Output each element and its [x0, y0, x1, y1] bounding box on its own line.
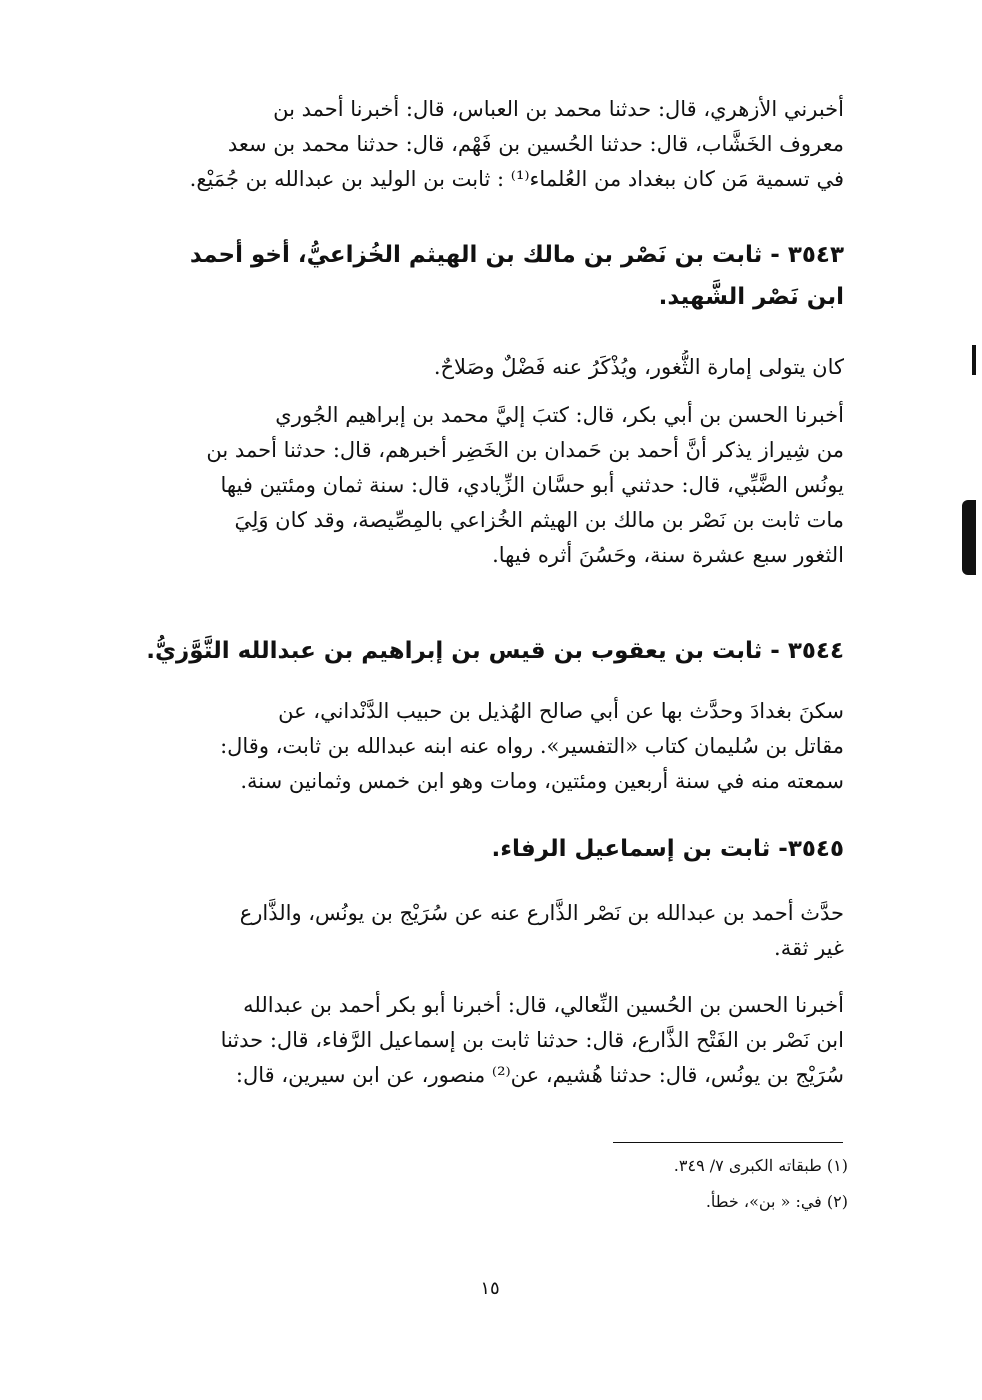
entry-heading-3544	[120, 630, 844, 672]
footnote: (١) طبقاته الكبرى ٧/ ٣٤٩.	[673, 1156, 848, 1175]
footnote: (٢) في: « بن»، خطأ.	[705, 1192, 848, 1211]
text-line: غير ثقة.	[774, 936, 844, 960]
text-line: ابن نَصْر بن الفَتْح الذَّارع، قال: حدثنا ثابت بن إسماعيل الرَّفاء، قال: حدثنا	[220, 1028, 844, 1052]
scan-edge-mark	[972, 345, 976, 375]
entry-heading-3543	[120, 234, 844, 318]
text-line: سُرَيْج بن يونُس، قال: حدثنا هُشيم، عن⁽²⁾ منصور، عن ابن سيرين، قال:	[235, 1063, 844, 1087]
heading-line: ٣٥٤٤ - ثابت بن يعقوب بن قيس بن إبراهيم بن عبدالله التَّوَّزيُّ.	[146, 638, 844, 664]
paragraph-6	[120, 988, 844, 1093]
text-line: سكنَ بغدادَ وحدَّث بها عن أبي صالح الهُذيل بن حبيب الدَّنْداني، عن	[278, 699, 844, 723]
text-line: مات ثابت بن نَصْر بن مالك بن الهيثم الخُزاعي بالمِصِّيصة، وقد كان وَلِيَ	[234, 508, 844, 532]
footnote-divider	[613, 1142, 843, 1143]
paragraph-1	[120, 92, 844, 197]
footnotes	[300, 1148, 848, 1220]
text-line: كان يتولى إمارة الثُّغور، ويُذْكَرُ عنه فَضْلٌ وصَلاحٌ.	[433, 355, 844, 379]
page-number: ١٥	[480, 1278, 500, 1299]
text-line: في تسمية مَن كان ببغداد من العُلماء⁽¹⁾ : ثابت بن الوليد بن عبدالله بن جُمَيْع.	[189, 167, 844, 191]
text-line: أخبرنا الحسن بن الحُسين النِّعالي، قال: أخبرنا أبو بكر أحمد بن عبدالله	[243, 993, 844, 1017]
paragraph-3	[120, 398, 844, 573]
heading-line: ابن نَصْر الشَّهيد.	[658, 284, 844, 310]
paragraph-5	[120, 896, 844, 966]
text-line: من شِيراز يذكر أنَّ أحمد بن حَمدان بن الخَضِر أخبرهم، قال: حدثنا أحمد بن	[206, 438, 844, 462]
text-line: يونُس الضَّبِّي، قال: حدثني أبو حسَّان الزِّيادي، قال: سنة ثمان ومئتين فيها	[220, 473, 844, 497]
text-line: أخبرني الأزهري، قال: حدثنا محمد بن العباس، قال: أخبرنا أحمد بن	[273, 97, 844, 121]
scan-edge-mark	[962, 500, 976, 575]
text-line: سمعته منه في سنة أربعين ومئتين، ومات وهو ابن خمس وثمانين سنة.	[240, 769, 844, 793]
heading-line: ٣٥٤٥- ثابت بن إسماعيل الرفاء.	[491, 836, 844, 862]
paragraph-4	[120, 694, 844, 799]
entry-heading-3545	[120, 828, 844, 870]
text-line: حدَّث أحمد بن عبدالله بن نَصْر الذَّارع عنه عن سُرَيْج بن يونُس، والذَّارع	[239, 901, 844, 925]
text-line: مقاتل بن سُليمان كتاب «التفسير». رواه عنه ابنه عبدالله بن ثابت، وقال:	[220, 734, 844, 758]
text-line: معروف الخَشَّاب، قال: حدثنا الحُسين بن فَهْم، قال: حدثنا محمد بن سعد	[227, 132, 844, 156]
heading-line: ٣٥٤٣ - ثابت بن نَصْر بن مالك بن الهيثم الخُزاعيُّ، أخو أحمد	[189, 242, 844, 268]
paragraph-2	[120, 350, 844, 385]
text-line: أخبرنا الحسن بن أبي بكر، قال: كتبَ إليَّ محمد بن إبراهيم الجُوري	[275, 403, 844, 427]
text-line: الثغور سبع عشرة سنة، وحَسُنَ أثره فيها.	[492, 543, 844, 567]
